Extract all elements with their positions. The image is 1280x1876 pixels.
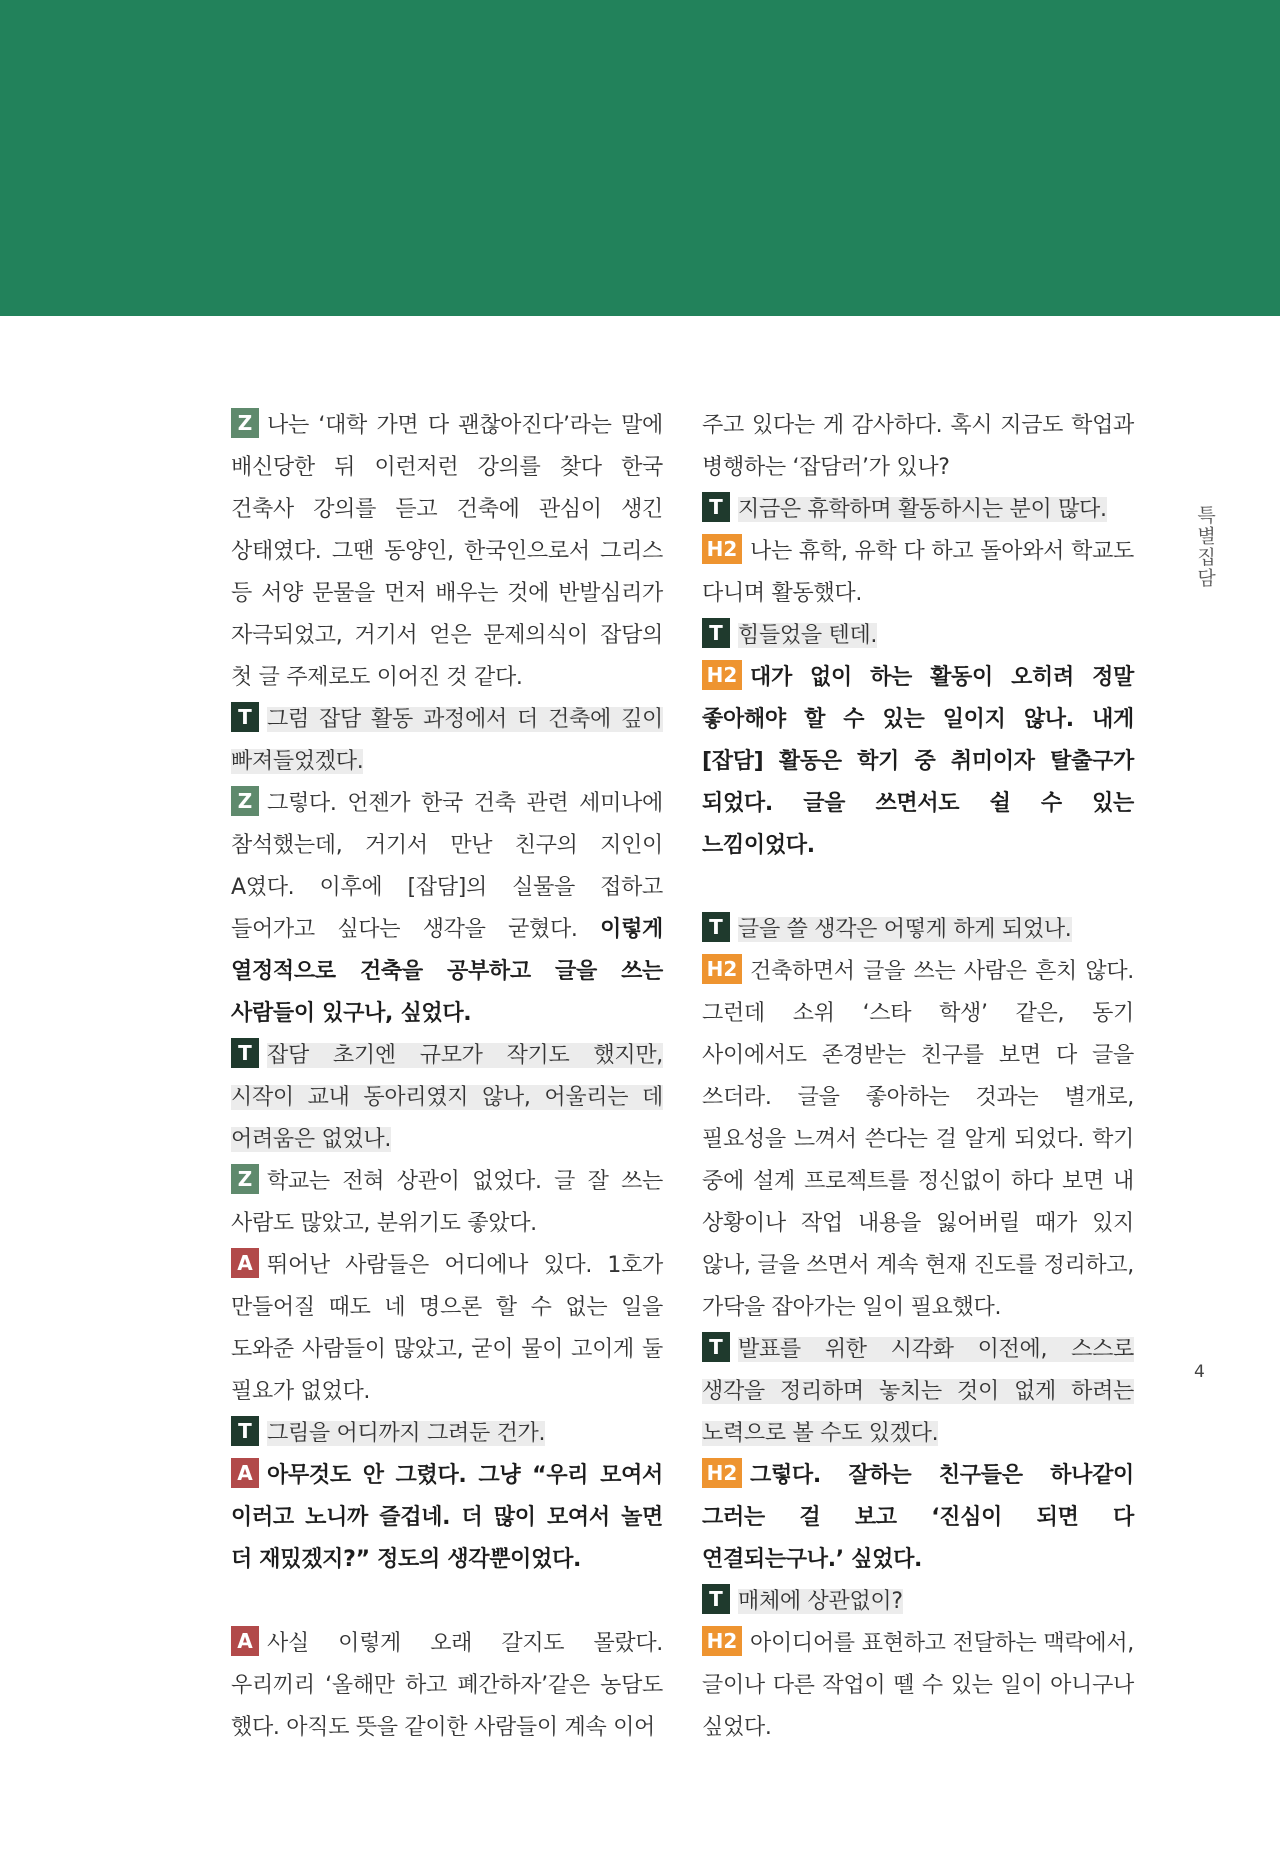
speaker-badge: A — [231, 1248, 259, 1278]
paragraph-text: 나는 ‘대학 가면 다 괜찮아진다’라는 말에 배신당한 뒤 이런저런 강의를 찾다 한국 건축사 강의를 듣고 건축에 관심이 생긴 상태였다. 그땐 동양인, 한국인으로서 그리스 등 서양 문물을 먼저 배우는 것에 반발심리가 자극되었고, 거기서 얻은 문제의식이 잡담의 첫 글 주제로도 이어진 것 같다. — [231, 413, 663, 690]
paragraph-spacer — [231, 1581, 663, 1623]
paragraph-continued — [702, 405, 1134, 489]
speaker-badge: T — [702, 492, 730, 522]
speaker-badge: H2 — [702, 1458, 742, 1488]
paragraph-text: 학교는 전혀 상관이 없었다. 글 잘 쓰는 사람도 많았고, 분위기도 좋았다. — [231, 1169, 663, 1236]
paragraph-text: 주고 있다는 게 감사하다. 혹시 지금도 학업과 병행하는 ‘잡담러’가 있나? — [702, 413, 1134, 480]
paragraph-a-2 — [231, 1455, 663, 1581]
paragraph-text: 나는 휴학, 유학 다 하고 돌아와서 학교도 다니며 활동했다. — [702, 539, 1134, 606]
speaker-badge: Z — [231, 1164, 259, 1194]
paragraph-bold-text: 그렇다. 잘하는 친구들은 하나같이 그러는 걸 보고 ‘진심이 되면 다 연결되는구나.’ 싶었다. — [702, 1463, 1134, 1572]
speaker-badge: T — [702, 618, 730, 648]
header-banner — [0, 0, 1280, 316]
question-text: 그럼 잡담 활동 과정에서 더 건축에 깊이 빠져들었겠다. — [231, 707, 663, 774]
section-side-label: 특별집담 — [1194, 505, 1216, 589]
paragraph-text: 사실 이렇게 오래 갈지도 몰랐다. 우리끼리 ‘올해만 하고 폐간하자’같은 농담도 했다. 아직도 뜻을 같이한 사람들이 계속 이어 — [231, 1631, 663, 1740]
speaker-badge: T — [231, 1038, 259, 1068]
paragraph-t-7 — [702, 1329, 1134, 1455]
speaker-badge: A — [231, 1458, 259, 1488]
speaker-badge: Z — [231, 786, 259, 816]
paragraph-h2-5 — [702, 1623, 1134, 1749]
paragraph-h2-1 — [702, 531, 1134, 615]
paragraph-text: 건축하면서 글을 쓰는 사람은 흔치 않다. 그런데 소위 ‘스타 학생’ 같은, 동기 사이에서도 존경받는 친구를 보면 다 글을 쓰더라. 글을 좋아하는 것과는 별개로, 필요성을 느껴서 쓴다는 걸 알게 되었다. 학기 중에 설계 프로젝트를 정신없이 하다 보면 내 상황이나 작업 내용을 잃어버릴 때가 있지 않나, 글을 쓰면서 계속 현재 진도를 정리하고, 가닥을 잡아가는 일이 필요했다. — [702, 959, 1134, 1320]
left-column — [231, 405, 663, 1749]
paragraph-z-2 — [231, 783, 663, 1035]
speaker-badge: T — [231, 1416, 259, 1446]
question-text: 글을 쓸 생각은 어떻게 하게 되었나. — [738, 917, 1072, 942]
speaker-badge: T — [702, 912, 730, 942]
paragraph-a-1 — [231, 1245, 663, 1413]
speaker-badge: H2 — [702, 534, 742, 564]
paragraph-t-4 — [702, 489, 1134, 531]
question-text: 그림을 어디까지 그려둔 건가. — [267, 1421, 546, 1446]
speaker-badge: H2 — [702, 660, 742, 690]
paragraph-bold-text: 이렇게 열정적으로 건축을 공부하고 글을 쓰는 사람들이 있구나, 싶었다. — [231, 917, 663, 1026]
paragraph-z-1 — [231, 405, 663, 699]
question-text: 잡담 초기엔 규모가 작기도 했지만, 시작이 교내 동아리였지 않나, 어울리는 데 어려움은 없었나. — [231, 1043, 663, 1152]
paragraph-bold-text: 대가 없이 하는 활동이 오히려 정말 좋아해야 할 수 있는 일이지 않나. 내게 [잡담] 활동은 학기 중 취미이자 탈출구가 되었다. 글을 쓰면서도 쉴 수 있는 느낌이었다. — [702, 665, 1134, 858]
speaker-badge: T — [702, 1332, 730, 1362]
question-text: 지금은 휴학하며 활동하시는 분이 많다. — [738, 497, 1107, 522]
paragraph-z-3 — [231, 1161, 663, 1245]
paragraph-spacer — [702, 867, 1134, 909]
paragraph-text: 그렇다. 언젠가 한국 건축 관련 세미나에 참석했는데, 거기서 만난 친구의 지인이 A였다. 이후에 [잡담]의 실물을 접하고 들어가고 싶다는 생각을 굳혔다. — [231, 791, 663, 942]
paragraph-t-8 — [702, 1581, 1134, 1623]
paragraph-h2-2 — [702, 657, 1134, 867]
speaker-badge: A — [231, 1626, 259, 1656]
question-text: 매체에 상관없이? — [738, 1589, 903, 1614]
paragraph-text: 아이디어를 표현하고 전달하는 맥락에서, 글이나 다른 작업이 뗄 수 있는 일이 아니구나 싶었다. — [702, 1631, 1134, 1740]
paragraph-h2-4 — [702, 1455, 1134, 1581]
paragraph-text: 뛰어난 사람들은 어디에나 있다. 1호가 만들어질 때도 네 명으론 할 수 없는 일을 도와준 사람들이 많았고, 굳이 물이 고이게 둘 필요가 없었다. — [231, 1253, 663, 1404]
paragraph-t-6 — [702, 909, 1134, 951]
paragraph-h2-3 — [702, 951, 1134, 1329]
speaker-badge: Z — [231, 408, 259, 438]
paragraph-a-3 — [231, 1623, 663, 1749]
paragraph-t-3 — [231, 1413, 663, 1455]
question-text: 힘들었을 텐데. — [738, 623, 878, 648]
page-number: 4 — [1194, 1362, 1205, 1382]
speaker-badge: H2 — [702, 1626, 742, 1656]
paragraph-t-1 — [231, 699, 663, 783]
question-text: 발표를 위한 시각화 이전에, 스스로 생각을 정리하며 놓치는 것이 없게 하려는 노력으로 볼 수도 있겠다. — [702, 1337, 1134, 1446]
right-column — [702, 405, 1134, 1749]
paragraph-t-2 — [231, 1035, 663, 1161]
speaker-badge: H2 — [702, 954, 742, 984]
speaker-badge: T — [231, 702, 259, 732]
paragraph-bold-text: 아무것도 안 그렸다. 그냥 “우리 모여서 이러고 노니까 즐겁네. 더 많이 모여서 놀면 더 재밌겠지?” 정도의 생각뿐이었다. — [231, 1463, 663, 1572]
paragraph-t-5 — [702, 615, 1134, 657]
speaker-badge: T — [702, 1584, 730, 1614]
